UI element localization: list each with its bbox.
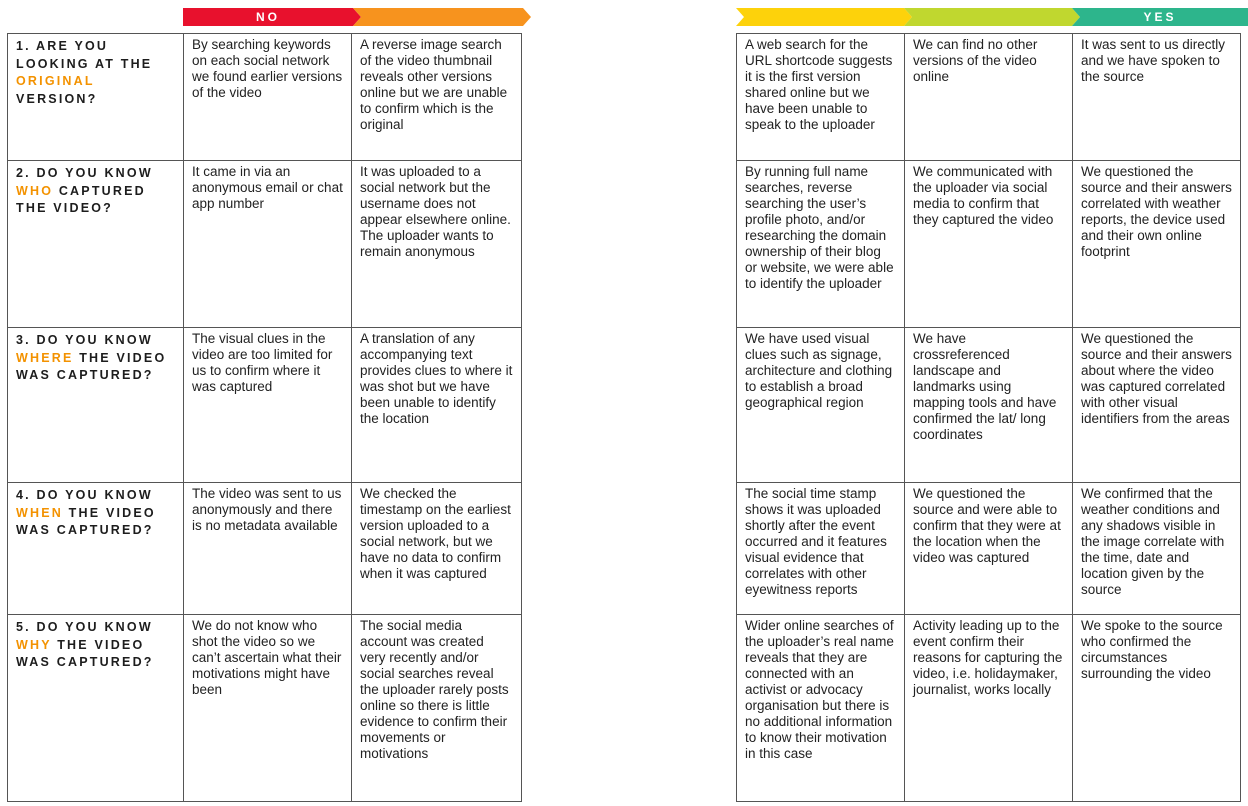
yes-band-yellow <box>736 8 912 26</box>
question-2: 2. DO YOU KNOW WHO CAPTURED THE VIDEO? <box>8 161 184 328</box>
table-row <box>737 483 1241 615</box>
question-1: 1. ARE YOU LOOKING AT THE ORIGINAL VERSION? <box>8 34 184 161</box>
table-row <box>737 161 1241 328</box>
yes-label: YES <box>1143 10 1177 24</box>
answer-cell: We questioned the source and their answers about where the video was captured correlated with other visual identifiers from the areas <box>1073 328 1241 483</box>
table-row <box>8 328 522 483</box>
table-row <box>8 161 522 328</box>
no-label: NO <box>256 10 280 24</box>
answer-cell: We can find no other versions of the video online <box>905 34 1073 161</box>
yes-table <box>736 33 1241 802</box>
table-row <box>8 34 522 161</box>
answer-cell: We checked the timestamp on the earliest version uploaded to a social network, but we have no data to confirm when it was captured <box>352 483 522 615</box>
question-5: 5. DO YOU KNOW WHY THE VIDEO WAS CAPTURED? <box>8 615 184 802</box>
no-band-orange <box>353 8 531 26</box>
answer-cell: A reverse image search of the video thumbnail reveals other versions online but we are unable to confirm which is the original <box>352 34 522 161</box>
table-row <box>737 328 1241 483</box>
answer-cell: Activity leading up to the event confirm their reasons for capturing the video, i.e. holidaymaker, journalist, works locally <box>905 615 1073 802</box>
answer-cell: We questioned the source and were able to confirm that they were at the location when the video was captured <box>905 483 1073 615</box>
answer-cell: The visual clues in the video are too limited for us to confirm where it was captured <box>184 328 352 483</box>
question-4: 4. DO YOU KNOW WHEN THE VIDEO WAS CAPTURED? <box>8 483 184 615</box>
answer-cell: The social time stamp shows it was uploaded shortly after the event occurred and it features visual evidence that correlates with other eyewitness reports <box>737 483 905 615</box>
no-table <box>7 33 522 802</box>
answer-cell: Wider online searches of the uploader’s real name reveals that they are connected with an activist or advocacy organisation but there is no additional information to know their motivation in this case <box>737 615 905 802</box>
answer-cell: We do not know who shot the video so we can’t ascertain what their motivations might have been <box>184 615 352 802</box>
answer-cell: We communicated with the uploader via social media to confirm that they captured the video <box>905 161 1073 328</box>
table-row <box>737 34 1241 161</box>
answer-cell: We spoke to the source who confirmed the circumstances surrounding the video <box>1073 615 1241 802</box>
answer-cell: The video was sent to us anonymously and there is no metadata available <box>184 483 352 615</box>
answer-cell: We have used visual clues such as signage, architecture and clothing to establish a broad geographical region <box>737 328 905 483</box>
answer-cell: It was uploaded to a social network but the username does not appear elsewhere online. The uploader wants to remain anonymous <box>352 161 522 328</box>
answer-cell: By searching keywords on each social network we found earlier versions of the video <box>184 34 352 161</box>
answer-cell: We questioned the source and their answers correlated with weather reports, the device used and their own online footprint <box>1073 161 1241 328</box>
table-row <box>8 483 522 615</box>
answer-cell: A web search for the URL shortcode suggests it is the first version shared online but we have been unable to speak to the uploader <box>737 34 905 161</box>
answer-cell: It came in via an anonymous email or chat app number <box>184 161 352 328</box>
answer-cell: By running full name searches, reverse searching the user’s profile photo, and/or researching the domain ownership of their blog or website, we were able to identify the uploader <box>737 161 905 328</box>
table-row <box>8 615 522 802</box>
yes-band-green <box>904 8 1080 26</box>
answer-cell: We have crossreferenced landscape and landmarks using mapping tools and have confirmed the lat/ long coordinates <box>905 328 1073 483</box>
table-row <box>737 615 1241 802</box>
answer-cell: It was sent to us directly and we have spoken to the source <box>1073 34 1241 161</box>
answer-cell: A translation of any accompanying text provides clues to where it was shot but we have been unable to identify the location <box>352 328 522 483</box>
question-3: 3. DO YOU KNOW WHERE THE VIDEO WAS CAPTURED? <box>8 328 184 483</box>
answer-cell: The social media account was created very recently and/or social searches reveal the uploader rarely posts online so there is little evidence to confirm their movements or motivations <box>352 615 522 802</box>
answer-cell: We confirmed that the weather conditions and any shadows visible in the image correlate with the time, date and location given by the source <box>1073 483 1241 615</box>
